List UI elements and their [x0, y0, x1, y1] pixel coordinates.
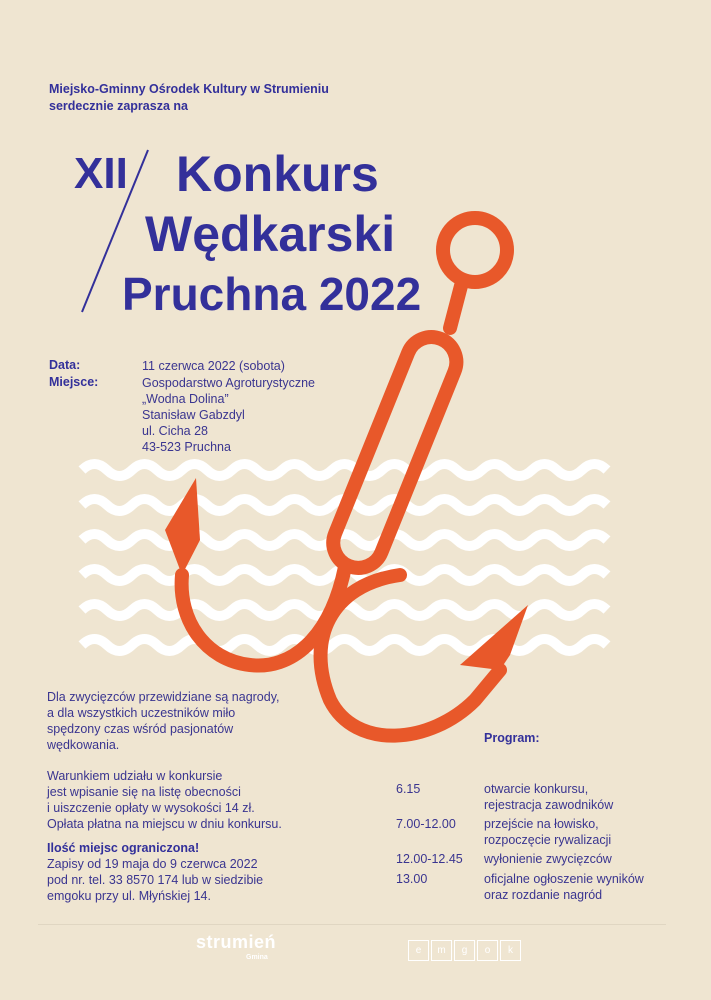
strumien-logo — [196, 932, 277, 961]
date-value: 11 czerwca 2022 (sobota) — [142, 359, 285, 373]
organizer-name: Miejsko-Gminny Ośrodek Kultury w Strumieniu — [49, 82, 329, 96]
program-description — [484, 781, 613, 813]
logo-text: strumień — [196, 932, 277, 952]
place-line: ul. Cicha 28 — [142, 424, 209, 438]
hook-shank — [326, 330, 464, 576]
text-line: wyłonienie zwycięzców — [484, 852, 612, 866]
logo-letter: m — [431, 940, 452, 961]
hook-eye — [443, 218, 507, 282]
program-description — [484, 871, 644, 903]
logo-letter: k — [500, 940, 521, 961]
footer-divider — [38, 924, 666, 925]
program-time: 12.00-12.45 — [396, 852, 463, 866]
registration-paragraph — [47, 840, 263, 904]
text-line: pod nr. tel. 33 8570 174 lub w siedzibie — [47, 873, 264, 887]
edition-number: XII — [74, 149, 128, 198]
conditions-paragraph — [47, 768, 282, 832]
place-address — [142, 375, 315, 455]
logo-letter: e — [408, 940, 429, 961]
text-line: a dla wszystkich uczestników miło — [47, 706, 236, 720]
text-line: jest wpisanie się na listę obecności — [47, 785, 241, 799]
right-barb — [460, 605, 528, 670]
place-line: 43-523 Pruchna — [142, 440, 231, 454]
text-line: Warunkiem udziału w konkursie — [47, 769, 223, 783]
text-line: emgoku przy ul. Młyńskiej 14. — [47, 889, 211, 903]
place-label: Miejsce: — [49, 375, 99, 389]
program-heading: Program: — [484, 731, 540, 745]
text-line: oficjalne ogłoszenie wyników — [484, 872, 644, 886]
program-time: 6.15 — [396, 782, 421, 796]
limited-places-notice: Ilość miejsc ograniczona! — [47, 841, 200, 855]
text-line: Opłata płatna na miejscu w dniu konkursu. — [47, 817, 282, 831]
text-line: rejestracja zawodników — [484, 798, 614, 812]
place-line: „Wodna Dolina” — [142, 392, 229, 406]
invitation-text: serdecznie zaprasza na — [49, 99, 188, 113]
date-label: Data: — [49, 358, 81, 372]
text-line: otwarcie konkursu, — [484, 782, 589, 796]
text-line: Zapisy od 19 maja do 9 czerwca 2022 — [47, 857, 258, 871]
program-description — [484, 816, 611, 848]
place-line: Gospodarstwo Agroturystyczne — [142, 376, 315, 390]
title-line-wedkarski: Wędkarski — [145, 206, 396, 262]
text-line: rozpoczęcie rywalizacji — [484, 833, 612, 847]
left-barb — [165, 478, 200, 575]
place-line: Stanisław Gabzdyl — [142, 408, 245, 422]
prizes-paragraph — [47, 689, 280, 753]
title-line-pruchna: Pruchna 2022 — [122, 268, 422, 320]
program-time: 13.00 — [396, 872, 428, 886]
text-line: przejście na łowisko, — [484, 817, 599, 831]
text-line: wędkowania. — [47, 738, 120, 752]
title-line-konkurs: Konkurs — [176, 146, 379, 202]
program-time: 7.00-12.00 — [396, 817, 456, 831]
logo-letter: o — [477, 940, 498, 961]
text-line: spędzony czas wśród pasjonatów — [47, 722, 234, 736]
text-line: i uiszczenie opłaty w wysokości 14 zł. — [47, 801, 255, 815]
logo-letter: g — [454, 940, 475, 961]
hook-neck — [450, 282, 462, 328]
emgok-logo — [408, 940, 523, 960]
text-line: Dla zwycięzców przewidziane są nagrody, — [47, 690, 280, 704]
logo-subtext: Gmina — [246, 954, 268, 961]
program-description — [484, 851, 612, 867]
text-line: oraz rozdanie nagród — [484, 888, 603, 902]
